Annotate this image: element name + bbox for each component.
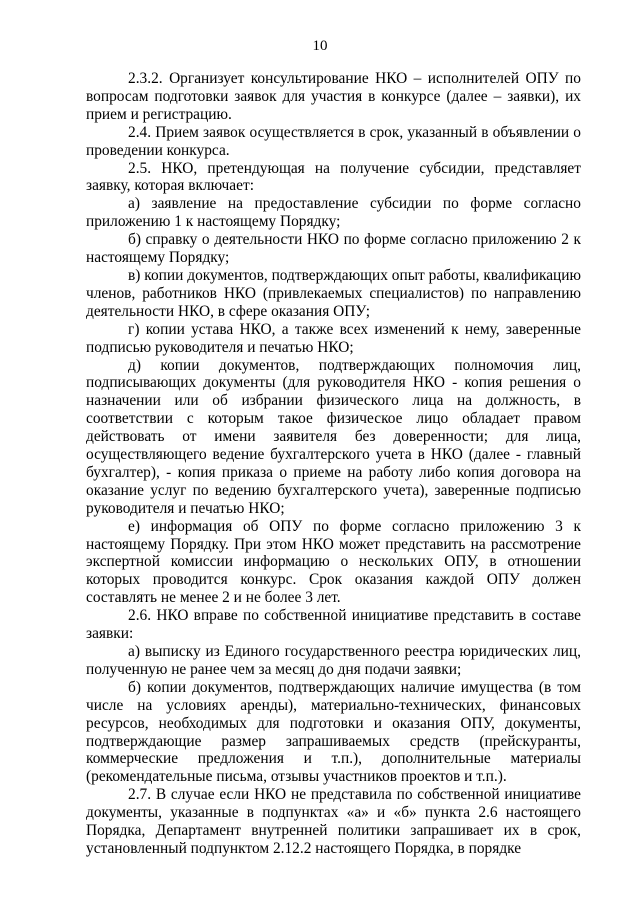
paragraph-2-6-b: б) копии документов, подтверждающих наличие имущества (в том числе на условиях аренды), материально-технических, финансовых ресурсов, необходимых для подготовки и оказания ОПУ, документы, подтверждающие размер запрашиваемых средств (прейскуранты, коммерческие предложения и т.п.), дополнительные материалы (рекомендательные письма, отзывы участников проектов и т.п.). [86, 678, 581, 786]
paragraph-2-5-b: б) справку о деятельности НКО по форме согласно приложению 2 к настоящему Порядку; [86, 231, 581, 267]
paragraph-2-5-a: а) заявление на предоставление субсидии по форме согласно приложению 1 к настоящему Порядку; [86, 195, 581, 231]
paragraph-2-6-a: а) выписку из Единого государственного реестра юридических лиц, полученную не ранее чем за месяц до дня подачи заявки; [86, 643, 581, 678]
page-number: 10 [312, 38, 328, 54]
paragraph-2-5-d: д) копии документов, подтверждающих полномочия лиц, подписывающих документы (для руководителя НКО - копия решения о назначении или об избрании физического лица на должность, в соответствии с которым такое физическое лицо обладает правом действовать от имени заявителя без доверенности; для лица, осуществляющего ведение бухгалтерского учета в НКО (далее - главный бухгалтер), - копия приказа о приеме на работу либо копия договора на оказание услуг по ведению бухгалтерского учета), заверенные подписью руководителя и печатью НКО; [86, 356, 581, 517]
paragraph-2-5-e: е) информация об ОПУ по форме согласно приложению 3 к настоящему Порядку. При этом НКО может представить на рассмотрение экспертной комиссии информацию о нескольких ОПУ, в отношении которых проводится конкурс. Срок оказания каждой ОПУ должен составлять не менее 2 и не более 3 лет. [86, 517, 581, 607]
paragraph-2-7: 2.7. В случае если НКО не представила по собственной инициативе документы, указанные в подпунктах «а» и «б» пункта 2.6 настоящего Порядка, Департамент внутренней политики запрашивает их в срок, установленный подпунктом 2.12.2 настоящего Порядка, в порядке [86, 786, 581, 857]
paragraph-2-5-g: г) копии устава НКО, а также всех изменений к нему, заверенные подписью руководителя и печатью НКО; [86, 320, 581, 356]
paragraph-2-5-v: в) копии документов, подтверждающих опыт работы, квалификацию членов, работников НКО (привлекаемых специалистов) по направлению деятельности НКО, в сфере оказания ОПУ; [86, 266, 581, 320]
paragraph-2-3-2: 2.3.2. Организует консультирование НКО – исполнителей ОПУ по вопросам подготовки заявок для участия в конкурсе (далее – заявки), их прием и регистрацию. [86, 70, 581, 123]
paragraph-2-5: 2.5. НКО, претендующая на получение субсидии, представляет заявку, которая включает: [86, 159, 581, 195]
document-body [86, 70, 581, 858]
paragraph-2-4: 2.4. Прием заявок осуществляется в срок, указанный в объявлении о проведении конкурса. [86, 123, 581, 159]
paragraph-2-6: 2.6. НКО вправе по собственной инициативе представить в составе заявки: [86, 607, 581, 643]
